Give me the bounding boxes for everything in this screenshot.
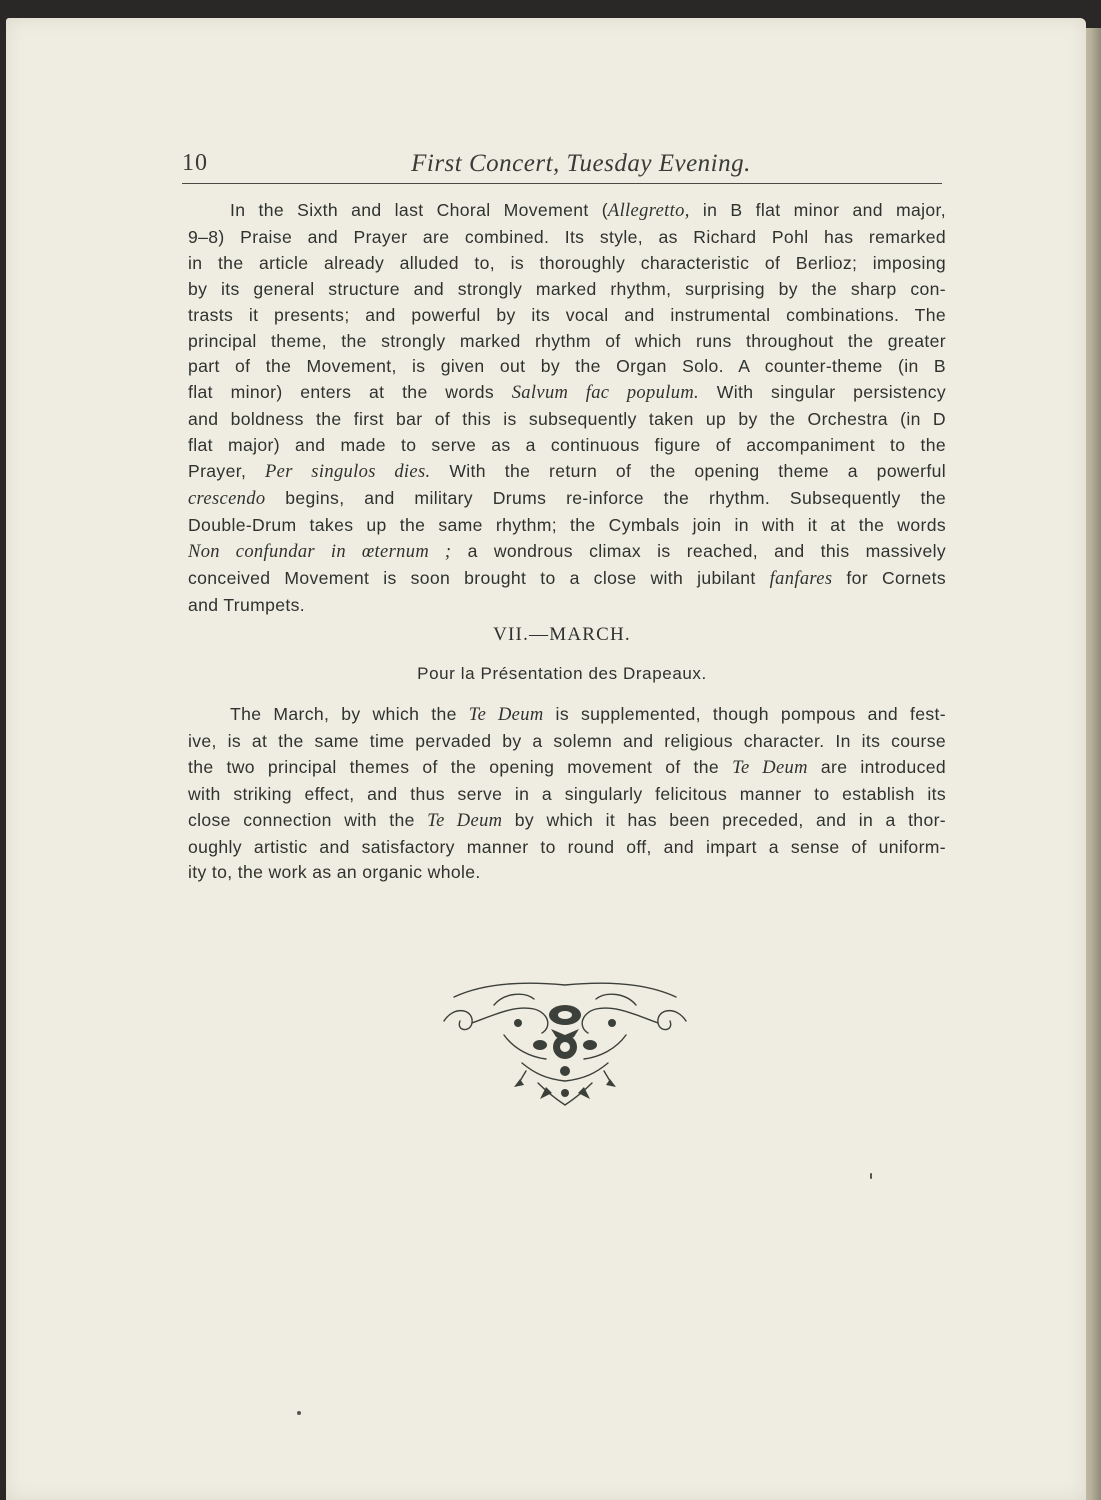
- text-line: by its general structure and strongly marked rhythm, surprising by the sharp con-: [188, 278, 946, 299]
- text-run: the two principal themes of the opening movement of the: [188, 756, 733, 777]
- text-line: [188, 808, 946, 835]
- text-line: [188, 198, 946, 225]
- text-line: [188, 380, 946, 407]
- page-number: 10: [182, 150, 208, 176]
- text-line: [188, 566, 946, 593]
- text-run: a wondrous climax is reached, and this massively: [451, 540, 946, 561]
- section-title: VII.—MARCH.: [493, 624, 631, 645]
- text-run: by which it has been preceded, and in a thor-: [502, 809, 946, 830]
- italic-text: Salvum fac populum.: [511, 383, 700, 404]
- italic-text: Allegretto,: [607, 201, 690, 221]
- text-run: for Cornets: [832, 567, 946, 588]
- paragraph-march: [188, 702, 946, 886]
- text-run: conceived Movement is soon brought to a close with jubilant: [188, 567, 770, 588]
- text-run: With the return of the opening theme a powerful: [430, 461, 946, 482]
- italic-text: Te Deum: [732, 757, 808, 778]
- text-line: ity to, the work as an organic whole.: [188, 862, 481, 883]
- italic-text: fanfares: [769, 568, 833, 589]
- text-run: is supplemented, though pompous and fest-: [543, 704, 947, 724]
- italic-text: Per singulos dies.: [265, 462, 431, 483]
- text-line: flat major) and made to serve as a continuous figure of accompaniment to the: [188, 435, 946, 456]
- text-line: oughly artistic and satisfactory manner to round off, and impart a sense of uniform-: [188, 836, 946, 857]
- text-line: principal theme, the strongly marked rhythm of which runs throughout the greater: [188, 330, 946, 351]
- text-run: In the Sixth and last Choral Movement (: [230, 200, 608, 220]
- text-line: and Trumpets.: [188, 594, 306, 615]
- text-run: are introduced: [807, 756, 946, 777]
- text-run: close connection with the: [188, 809, 428, 830]
- text-line: [188, 755, 946, 782]
- text-run: flat minor) enters at the words: [188, 382, 512, 403]
- paper-speck: [297, 1411, 301, 1415]
- text-run: in B flat minor and major,: [689, 200, 946, 220]
- text-line: 9–8) Praise and Prayer are combined. Its style, as Richard Pohl has remarked: [188, 226, 946, 247]
- italic-text: Te Deum: [468, 705, 544, 725]
- section-subtitle: Pour la Présentation des Drapeaux.: [417, 664, 707, 683]
- page-header: [182, 150, 940, 184]
- text-line: trasts it presents; and powerful by its vocal and instrumental combinations. The: [188, 304, 946, 325]
- floral-tailpiece-ornament-icon: [434, 975, 696, 1109]
- italic-text: Te Deum: [427, 810, 503, 831]
- text-line: [188, 702, 946, 729]
- italic-text: Non confundar in œternum ;: [188, 541, 452, 562]
- text-line: with striking effect, and thus serve in a singularly felicitous manner to establish its: [188, 783, 946, 804]
- text-run: With singular persistency: [699, 382, 947, 403]
- text-line: [188, 459, 946, 486]
- header-rule: [182, 183, 942, 184]
- text-run: Prayer,: [188, 461, 265, 482]
- running-head: First Concert, Tuesday Evening.: [411, 150, 751, 177]
- text-line: Double-Drum takes up the same rhythm; the Cymbals join in with it at the words: [188, 514, 946, 535]
- paper-speck: [870, 1173, 872, 1179]
- text-line: ive, is at the same time pervaded by a solemn and religious character. In its course: [188, 730, 946, 751]
- text-line: [188, 486, 946, 513]
- text-line: [188, 539, 946, 566]
- paragraph-choral-movement: [188, 198, 946, 619]
- text-run: begins, and military Drums re-inforce the rhythm. Subsequently the: [265, 487, 946, 508]
- italic-text: crescendo: [188, 488, 266, 509]
- text-line: and boldness the first bar of this is subsequently taken up by the Orchestra (in D: [188, 409, 946, 430]
- text-line: in the article already alluded to, is thoroughly characteristic of Berlioz; imposing: [188, 252, 946, 273]
- text-line: part of the Movement, is given out by the Organ Solo. A counter-theme (in B: [188, 356, 946, 377]
- text-run: The March, by which the: [230, 704, 469, 724]
